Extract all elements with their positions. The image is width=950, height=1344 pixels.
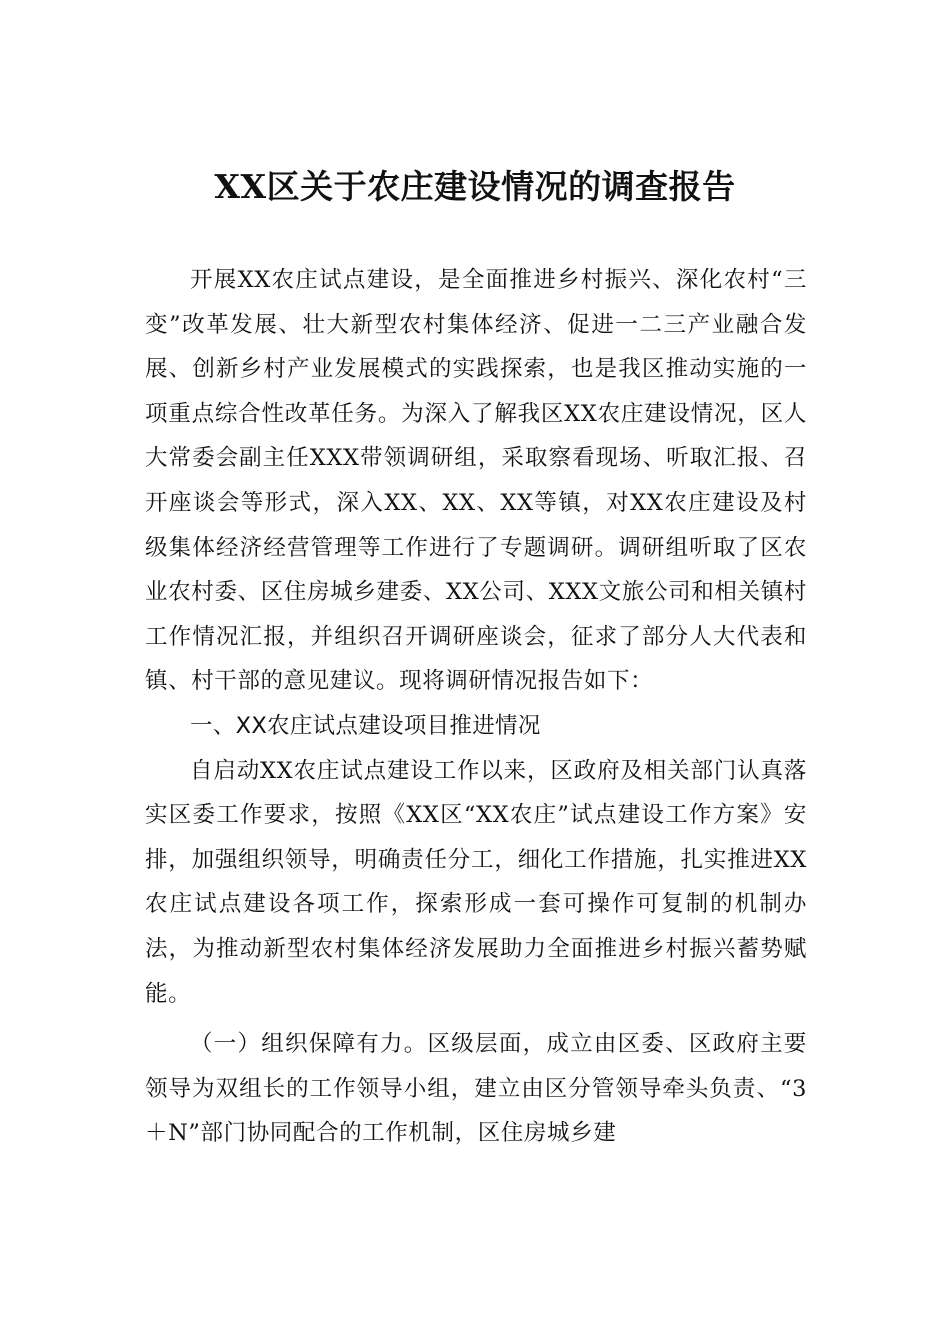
section-heading: 一、XX农庄试点建设项目推进情况 <box>190 712 541 739</box>
section-paragraph: 自启动XX农庄试点建设工作以来，区政府及相关部门认真落实区委工作要求，按照《XX区“XX农庄”试点建设工作方案》安排，加强组织领导，明确责任分工，细化工作措施，扎实推进XX农庄试点建设各项工作，探索形成一套可操作可复制的机制办法，为推动新型农村集体经济发展助力全面推进乡村振兴蓄势赋能。 <box>145 757 807 1007</box>
intro-paragraph: 开展XX农庄试点建设，是全面推进乡村振兴、深化农村“三变”改革发展、壮大新型农村集体经济、促进一二三产业融合发展、创新乡村产业发展模式的实践探索，也是我区推动实施的一项重点综合性改革任务。为深入了解我区XX农庄建设情况，区人大常委会副主任XXX带领调研组，采取察看现场、听取汇报、召开座谈会等形式，深入XX、XX、XX等镇，对XX农庄建设及村级集体经济经营管理等工作进行了专题调研。调研组听取了区农业农村委、区住房城乡建委、XX公司、XXX文旅公司和相关镇村工作情况汇报，并组织召开调研座谈会，征求了部分人大代表和镇、村干部的意见建议。现将调研情况报告如下： <box>145 267 807 695</box>
document-title: XX区关于农庄建设情况的调查报告 <box>214 167 736 206</box>
document-body <box>145 258 807 1156</box>
subsection-paragraph: （一）组织保障有力。区级层面，成立由区委、区政府主要领导为双组长的工作领导小组，建立由区分管领导牵头负责、“3＋N”部门协同配合的工作机制，区住房城乡建 <box>145 1031 807 1147</box>
